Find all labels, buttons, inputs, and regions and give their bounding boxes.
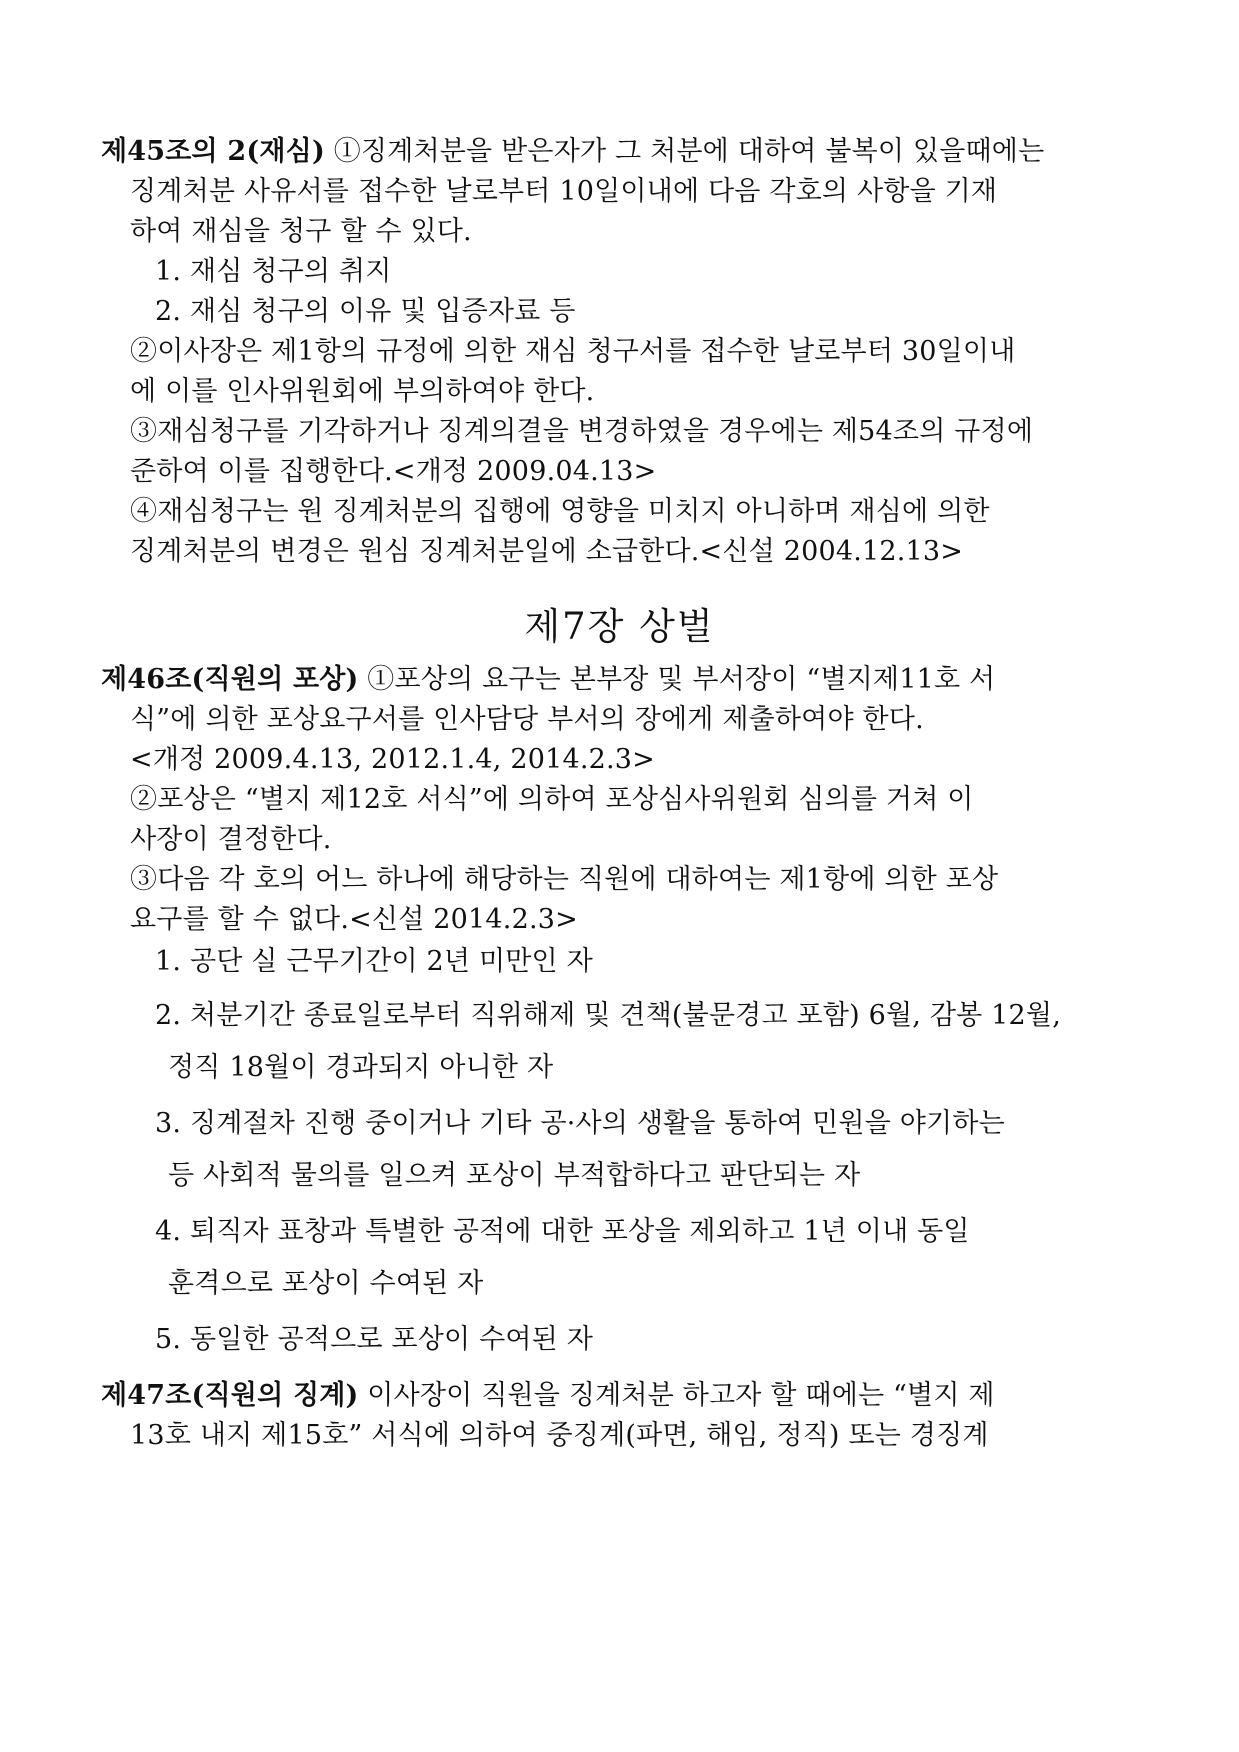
article-45-2-para-2-line-2: 에 이를 인사위원회에 부의하여야 한다. (130, 376, 595, 407)
article-46-line-3: <개정 2009.4.13, 2012.1.4, 2014.2.3> (130, 744, 656, 775)
article-46-para-2-line-1: ②포상은 “별지 제12호 서식”에 의하여 포상심사위원회 심의를 거쳐 이 (130, 784, 974, 815)
article-46-item-5: 5. 동일한 공적으로 포상이 수여된 자 (155, 1324, 594, 1355)
article-46-item-4-line-1: 4. 퇴직자 표창과 특별한 공적에 대한 포상을 제외하고 1년 이내 동일 (155, 1216, 970, 1247)
article-45-2-para-3-line-1: ③재심청구를 기각하거나 징계의결을 변경하였을 경우에는 제54조의 규정에 (130, 416, 1034, 447)
article-46-heading: 제46조(직원의 포상) (101, 664, 359, 695)
article-45-2-item-2: 2. 재심 청구의 이유 및 입증자료 등 (155, 296, 576, 327)
article-45-2-para-3-line-2: 준하여 이를 집행한다.<개정 2009.04.13> (130, 456, 657, 487)
article-45-2-line-3: 하여 재심을 청구 할 수 있다. (130, 216, 472, 247)
article-47-heading: 제47조(직원의 징계) (101, 1380, 359, 1411)
article-46-para-2-line-2: 사장이 결정한다. (130, 824, 332, 855)
article-47-line-2: 13호 내지 제15호” 서식에 의하여 중징계(파면, 해임, 정직) 또는 경징계 (130, 1420, 989, 1451)
article-46-para-3-line-1: ③다음 각 호의 어느 하나에 해당하는 직원에 대하여는 제1항에 의한 포상 (130, 864, 999, 895)
article-45-2-text: ①징계처분을 받은자가 그 처분에 대하여 불복이 있을때에는 (324, 136, 1045, 167)
article-46-para-3-line-2: 요구를 할 수 없다.<신설 2014.2.3> (130, 904, 578, 935)
article-45-2-line-2: 징계처분 사유서를 접수한 날로부터 10일이내에 다음 각호의 사항을 기재 (130, 176, 998, 207)
article-46-line-2: 식”에 의한 포상요구서를 인사담당 부서의 장에게 제출하여야 한다. (130, 704, 924, 735)
article-45-2-para-2-line-1: ②이사장은 제1항의 규정에 의한 재심 청구서를 접수한 날로부터 30일이내 (130, 336, 1016, 367)
article-46-item-2-line-1: 2. 처분기간 종료일로부터 직위해제 및 견책(불문경고 포함) 6월, 감봉 12월, (155, 1000, 1061, 1031)
article-45-2-line-1 (101, 134, 1044, 170)
article-46-text: ①포상의 요구는 본부장 및 부서장이 “별지제11호 서 (358, 664, 996, 695)
article-46-item-4-line-2: 훈격으로 포상이 수여된 자 (168, 1268, 484, 1299)
article-45-2-para-4-line-1: ④재심청구는 원 징계처분의 집행에 영향을 미치지 아니하며 재심에 의한 (130, 496, 990, 527)
article-46-item-3-line-2: 등 사회적 물의를 일으켜 포상이 부적합하다고 판단되는 자 (168, 1160, 861, 1191)
article-47-line-1 (101, 1378, 995, 1414)
article-45-2-heading: 제45조의 2(재심) (101, 136, 325, 167)
article-45-2-para-4-line-2: 징계처분의 변경은 원심 징계처분일에 소급한다.<신설 2004.12.13> (130, 536, 964, 567)
article-47-text: 이사장이 직원을 징계처분 하고자 할 때에는 “별지 제 (358, 1380, 995, 1411)
article-46-item-3-line-1: 3. 징계절차 진행 중이거나 기타 공·사의 생활을 통하여 민원을 야기하는 (155, 1108, 1005, 1139)
article-46-item-2-line-2: 정직 18월이 경과되지 아니한 자 (168, 1052, 554, 1083)
article-46-line-1 (101, 662, 995, 698)
chapter-7-title: 제7장 상벌 (524, 605, 715, 648)
article-46-item-1: 1. 공단 실 근무기간이 2년 미만인 자 (155, 946, 593, 977)
article-45-2-item-1: 1. 재심 청구의 취지 (155, 256, 392, 287)
